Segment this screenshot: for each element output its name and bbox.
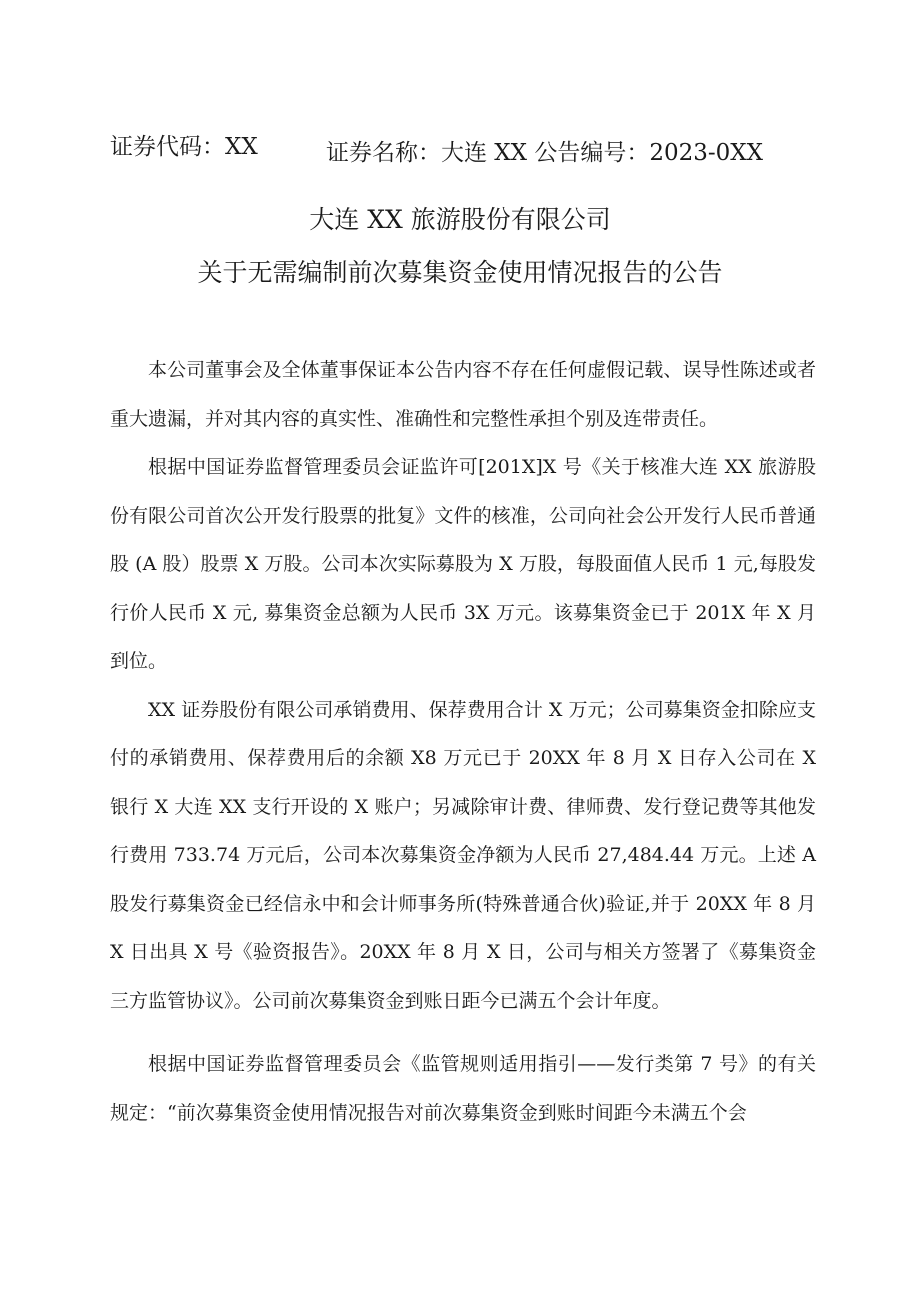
announcement-body (110, 346, 816, 1137)
paragraph-approval: 根据中国证券监督管理委员会证监许可[201X]X 号《关于核准大连 XX 旅游股份有限公司首次公开发行股票的批复》文件的核准，公司向社会公开发行人民币普通股 (A 股）股票 X 万股。公司本次实际募股为 X 万股，每股面值人民币 1 元,每股发行价人民币 X 元, 募集资金总额为人民币 3X 万元。该募集资金已于 201X 年 X 月到位。 (110, 456, 816, 672)
company-name-title: 大连 XX 旅游股份有限公司 (309, 205, 611, 234)
paragraph-disclaimer: 本公司董事会及全体董事保证本公告内容不存在任何虚假记载、误导性陈述或者重大遗漏，并对其内容的真实性、准确性和完整性承担个别及连带责任。 (110, 359, 816, 430)
paragraph-regulation: 根据中国证券监督管理委员会《监管规则适用指引——发行类第 7 号》的有关规定：“前次募集资金使用情况报告对前次募集资金到账时间距今未满五个会 (110, 1053, 816, 1124)
announcement-title: 关于无需编制前次募集资金使用情况报告的公告 (197, 258, 723, 287)
security-code: 证券代码：XX (110, 134, 258, 160)
paragraph-fund-details: XX 证券股份有限公司承销费用、保荐费用合计 X 万元；公司募集资金扣除应支付的承销费用、保荐费用后的余额 X8 万元已于 20XX 年 8 月 X 日存入公司在 X 银行 X 大连 XX 支行开设的 X 账户；另减除审计费、律师费、发行登记费等其他发行费用 733.74 万元后，公司本次募集资金净额为人民币 27,484.44 万元。上述 A 股发行募集资金已经信永中和会计师事务所(特殊普通合伙)验证,并于 20XX 年 8 月 X 日出具 X 号《验资报告》。20XX 年 8 月 X 日，公司与相关方签署了《募集资金三方监管协议》。公司前次募集资金到账日距今已满五个会计年度。 (110, 698, 816, 1012)
security-name-and-announcement-number: 证券名称：大连 XX 公告编号：2023-0XX (326, 140, 764, 166)
announcement-header (110, 128, 810, 168)
